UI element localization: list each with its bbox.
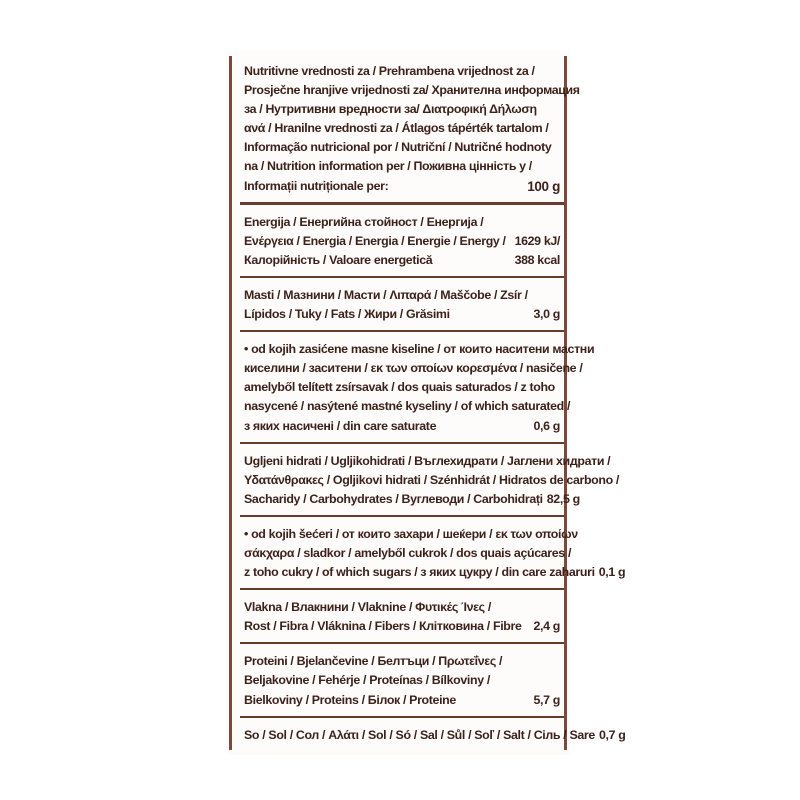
saturated-label: з яких насичені / din care saturate: [244, 418, 437, 433]
header-line: Prosječne hranjive vrijednosti za/ Хранителна информация: [244, 83, 580, 98]
sugars-value: 0,1 g: [598, 565, 626, 580]
energy-kj-value: 1629 kJ/: [514, 233, 560, 248]
energy-label: Калорійність / Valoare energetică: [244, 252, 433, 267]
protein-label: Bielkoviny / Proteins / Білок / Proteine: [244, 692, 456, 707]
divider: [240, 276, 564, 278]
fat-value: 3,0 g: [533, 307, 560, 322]
divider: [240, 642, 564, 644]
fat-label: Lípidos / Tuky / Fats / Жири / Grăsimi: [244, 307, 450, 322]
fibre-label: Rost / Fibra / Vláknina / Fibers / Клітковина / Fibre: [244, 619, 522, 634]
salt-label: So / Sol / Сол / Αλάτι / Sol / Só / Sal / Sůl / Soľ / Salt / Сіль / Sare: [244, 727, 595, 742]
fibre-label: Vlakna / Влакнини / Vlaknine / Φυτικές Ίνες /: [244, 600, 491, 615]
header-line: Nutritivne vrednosti za / Prehrambena vrijednost za /: [244, 64, 535, 78]
energy-section: [244, 213, 560, 270]
header-line: ανά / Hranilne vrednosti za / Átlagos tápérték tartalom /: [244, 121, 549, 136]
header-line: Informații nutriționale per:: [244, 178, 389, 193]
carbs-label: Ugljeni hidrati / Ugljikohidrati / Въглехидрати / Јаглени хидрати /: [244, 453, 611, 468]
saturated-label: киселини / заситени / εκ των οποίων κορεσμένα / nasičene /: [244, 361, 583, 376]
salt-value: 0,7 g: [598, 727, 626, 742]
sugars-label: z toho cukry / of which sugars / з яких цукру / din care zaharuri: [244, 565, 595, 580]
protein-section: [244, 652, 560, 709]
nutrition-table: [244, 62, 626, 745]
energy-label: Ενέργεια / Energia / Energia / Energie / Energy /: [244, 233, 506, 248]
sugars-section: [244, 525, 626, 582]
divider: [240, 716, 564, 718]
carbs-section: [244, 452, 620, 509]
saturated-label: amelyből telített zsírsavak / dos quais saturados / z toho: [244, 380, 555, 395]
header-line: Informação nutricional por / Nutriční / Nutričné hodnoty: [244, 140, 552, 155]
carbs-value: 82,5 g: [546, 491, 580, 506]
salt-section: [244, 726, 626, 745]
carbs-label: Sacharidy / Carbohydrates / Вуглеводи / Carbohidrați: [244, 491, 543, 506]
protein-value: 5,7 g: [533, 692, 560, 707]
divider: [240, 442, 564, 444]
sugars-label: σάκχαρα / sladkor / amelyből cukrok / dos quais açúcares /: [244, 545, 572, 560]
label-border-left: [229, 56, 232, 750]
protein-label: Proteini / Bjelančevine / Белтъци / Πρωτεΐνες /: [244, 654, 503, 669]
saturated-label: • od kojih zasićene masne kiseline / от които наситени мастни: [244, 342, 595, 357]
saturated-section: [244, 340, 595, 435]
fat-section: [244, 286, 560, 324]
protein-label: Beljakovine / Fehérje / Proteínas / Bílkoviny /: [244, 673, 490, 688]
sugars-label: • od kojih šećeri / от които захари / шеќери / εκ των οποίων: [244, 526, 578, 541]
saturated-label: nasycené / nasýtené mastné kyseliny / of which saturated /: [244, 399, 571, 414]
fibre-value: 2,4 g: [533, 619, 560, 634]
fat-label: Masti / Мазнини / Масти / Λιπαρά / Maščobe / Zsír /: [244, 287, 528, 302]
carbs-label: Υδατάνθρακες / Ogljikovi hidrati / Szénhidrát / Hidratos de carbono /: [244, 472, 620, 487]
energy-kcal-value: 388 kcal: [514, 252, 560, 267]
divider: [240, 330, 564, 332]
header-line: na / Nutrition information per / Поживна цінність у /: [244, 159, 532, 174]
per-amount: 100 g: [527, 178, 560, 194]
divider: [240, 588, 564, 590]
energy-label: Energija / Енергийна стойност / Енергија /: [244, 214, 484, 229]
divider: [240, 202, 564, 205]
header-section: [244, 62, 580, 196]
saturated-value: 0,6 g: [533, 418, 560, 433]
divider: [240, 515, 564, 517]
header-line: за / Нутритивни вредности за/ Διατροφική Δήλωση: [244, 102, 537, 117]
fibre-section: [244, 598, 560, 636]
